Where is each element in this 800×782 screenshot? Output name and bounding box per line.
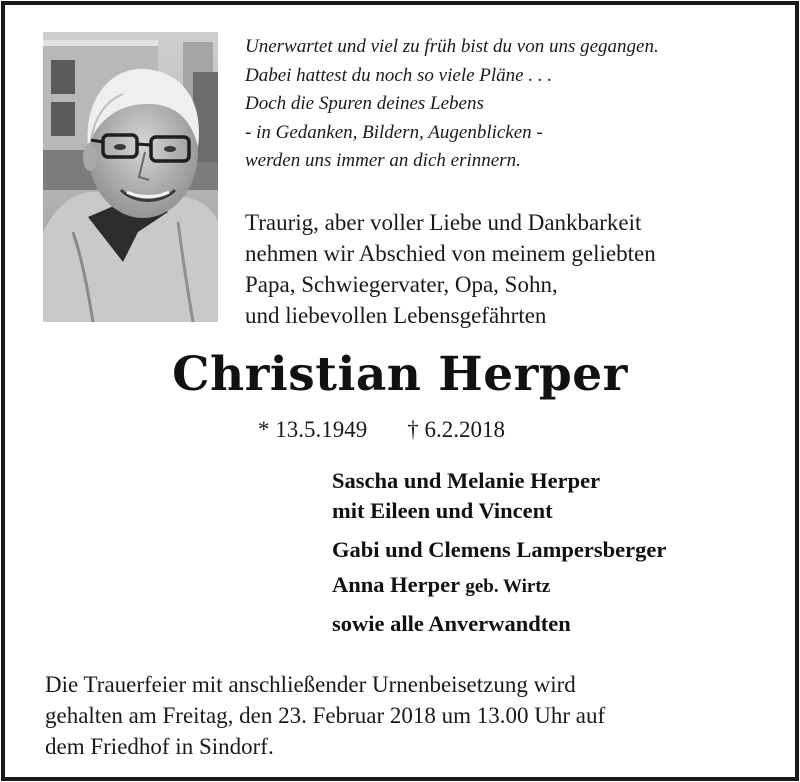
mourner-line: mit Eileen und Vincent bbox=[332, 498, 553, 523]
verse-line: - in Gedanken, Bildern, Augenblicken - bbox=[245, 121, 543, 143]
verse-line: werden uns immer an dich erinnern. bbox=[245, 150, 521, 171]
mourner-line: Sascha und Melanie Herper bbox=[332, 468, 601, 493]
portrait-photo bbox=[43, 32, 218, 322]
mourner-line bbox=[332, 566, 666, 605]
maiden-name-note: geb. Wirtz bbox=[465, 576, 551, 597]
farewell-intro bbox=[245, 207, 656, 331]
deceased-name: Christian Herper bbox=[172, 347, 628, 402]
service-line: dem Friedhof in Sindorf. bbox=[45, 734, 274, 759]
verse-line: Unerwartet und viel zu früh bist du von uns gegangen. bbox=[245, 36, 659, 57]
service-line: Die Trauerfeier mit anschließender Urnenbeisetzung wird bbox=[45, 672, 576, 697]
funeral-service-info bbox=[45, 669, 605, 762]
birth-date: * 13.5.1949 bbox=[258, 417, 368, 442]
service-line: gehalten am Freitag, den 23. Februar 2018 um 13.00 Uhr auf bbox=[45, 703, 606, 728]
death-date: † 6.2.2018 bbox=[407, 417, 505, 442]
mourner-name: Anna Herper bbox=[332, 572, 460, 597]
memorial-verse bbox=[245, 33, 659, 176]
intro-line: Traurig, aber voller Liebe und Dankbarkeit bbox=[245, 210, 642, 235]
intro-line: nehmen wir Abschied von meinem geliebten bbox=[245, 241, 656, 266]
intro-line: und liebevollen Lebensgefährten bbox=[245, 303, 547, 328]
mourner-line: Gabi und Clemens Lampersberger bbox=[332, 537, 667, 562]
mourner-line: sowie alle Anverwandten bbox=[332, 611, 571, 636]
obituary-notice bbox=[1, 1, 799, 781]
mourners-list bbox=[332, 466, 666, 642]
verse-line: Dabei hattest du noch so viele Pläne . . . bbox=[245, 64, 553, 86]
intro-line: Papa, Schwiegervater, Opa, Sohn, bbox=[245, 272, 558, 297]
life-dates bbox=[258, 415, 505, 445]
verse-line: Doch die Spuren deines Lebens bbox=[245, 93, 484, 114]
